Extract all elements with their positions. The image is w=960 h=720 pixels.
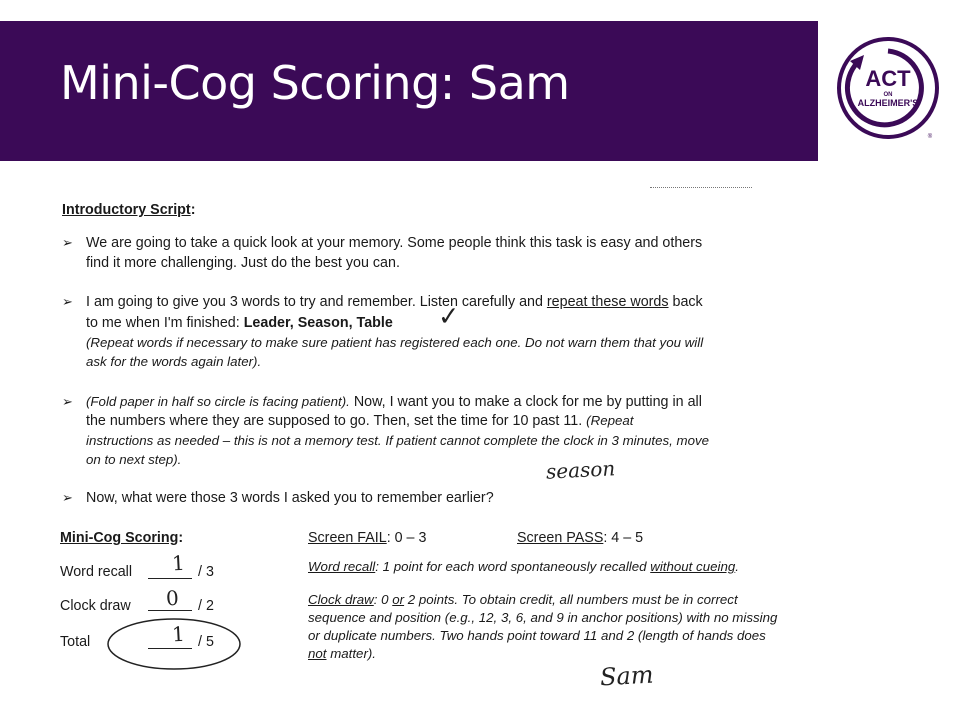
page-title: Mini-Cog Scoring: Sam xyxy=(60,56,570,110)
recall-words: Leader, Season, Table xyxy=(243,315,393,331)
scan-artifact xyxy=(650,187,752,190)
intro-script-heading: Introductory Script: xyxy=(62,202,196,218)
logo-text-alzheimers: ALZHEIMER'S xyxy=(857,98,919,108)
clock-draw-label: Clock draw xyxy=(60,598,131,614)
word-recall-blank xyxy=(148,578,192,579)
script-item-3-line-4: on to next step). xyxy=(86,452,182,467)
total-score: 1 xyxy=(171,621,186,647)
script-item-2-note-2: ask for the words again later). xyxy=(86,354,262,369)
total-blank xyxy=(148,648,192,649)
word-recall-max: / 3 xyxy=(198,564,214,580)
total-max: / 5 xyxy=(198,634,214,650)
bullet-arrow-icon: ➢ xyxy=(62,294,73,309)
screen-fail: Screen FAIL: 0 – 3 xyxy=(308,530,427,546)
handwritten-signature: Sam xyxy=(599,660,655,692)
script-item-4-line-1: Now, what were those 3 words I asked you to remember earlier? xyxy=(86,490,494,506)
bullet-arrow-icon: ➢ xyxy=(62,394,73,409)
clock-draw-description-line-2: sequence and position (e.g., 12, 3, 6, and 9 in anchor positions) with no missing xyxy=(308,610,778,625)
script-item-2-line-2: to me when I'm finished: Leader, Season, Table xyxy=(86,315,393,331)
word-recall-description: Word recall: 1 point for each word spontaneously recalled without cueing. xyxy=(308,559,739,574)
bullet-arrow-icon: ➢ xyxy=(62,235,73,250)
clock-draw-blank xyxy=(148,610,192,611)
handwritten-season: season xyxy=(545,456,616,484)
clock-draw-description-line-3: or duplicate numbers. Two hands point toward 11 and 2 (length of hands does xyxy=(308,628,766,643)
total-label: Total xyxy=(60,634,91,650)
script-item-2-line-1: I am going to give you 3 words to try and remember. Listen carefully and repeat these words back xyxy=(86,294,703,310)
word-recall-label: Word recall xyxy=(60,564,133,580)
script-item-3-line-1: (Fold paper in half so circle is facing patient). Now, I want you to make a clock for me by putting in all xyxy=(86,394,702,410)
word-recall-score: 1 xyxy=(171,550,186,576)
clock-draw-score: 0 xyxy=(165,585,180,611)
logo-registered-mark: ® xyxy=(927,134,933,140)
handwritten-checkmark: ✓ xyxy=(437,301,461,333)
script-item-3-line-3: instructions as needed – this is not a memory test. If patient cannot complete the clock in 3 minutes, move xyxy=(86,433,710,448)
script-item-2-note-1: (Repeat words if necessary to make sure patient has registered each one. Do not warn them that you will xyxy=(86,335,704,350)
script-item-1-line-2: find it more challenging. Just do the best you can. xyxy=(86,255,400,271)
logo-text-act: ACT xyxy=(865,66,911,91)
clock-draw-max: / 2 xyxy=(198,598,214,614)
mini-cog-scoring-heading: Mini-Cog Scoring: xyxy=(60,530,184,546)
script-item-1-line-1: We are going to take a quick look at your memory. Some people think this task is easy and others xyxy=(86,235,703,251)
script-item-3-line-2: the numbers where they are supposed to go. Then, set the time for 10 past 11. (Repeat xyxy=(86,413,634,429)
clock-draw-description-line-1: Clock draw: 0 or 2 points. To obtain credit, all numbers must be in correct xyxy=(308,592,738,607)
bullet-arrow-icon: ➢ xyxy=(62,490,73,505)
logo-text-on: ON xyxy=(883,92,893,98)
screen-pass: Screen PASS: 4 – 5 xyxy=(517,530,644,546)
clock-draw-description-line-4: not matter). xyxy=(308,646,376,661)
